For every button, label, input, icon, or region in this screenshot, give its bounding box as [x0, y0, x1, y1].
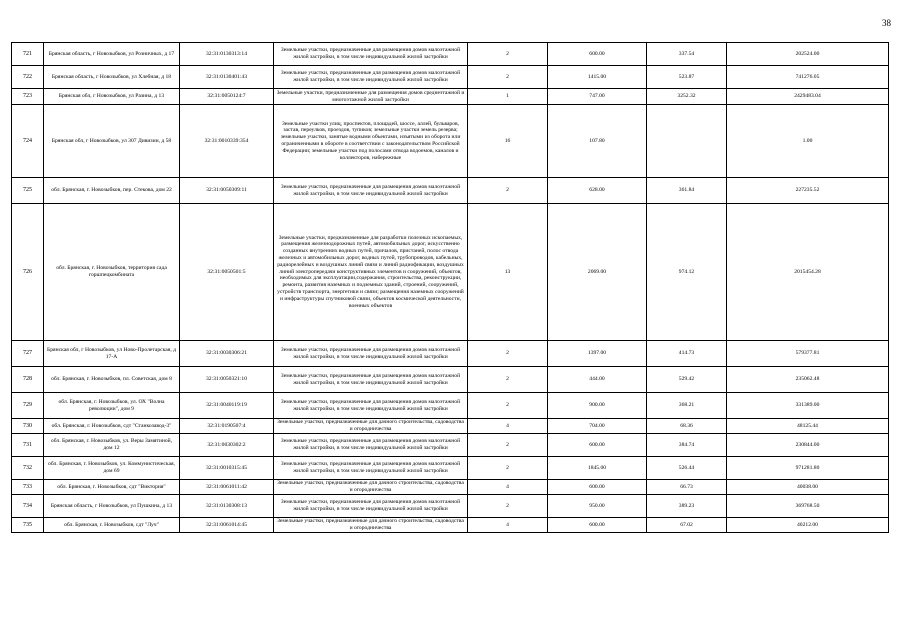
owners-count-cell: 2 — [468, 66, 548, 89]
cadastral-number-cell: 32:31:0130313:14 — [180, 43, 274, 66]
area-cell: 1397.00 — [548, 341, 647, 367]
table-row — [12, 43, 889, 66]
address-cell: Брянская область, г Новозыбков, ул Розничных, д 17 — [44, 43, 180, 66]
address-cell: обл. Брянская, г. Новозыбков, сдт "Виктория" — [44, 480, 180, 495]
row-number: 725 — [12, 178, 44, 204]
cadastral-number-cell: 32:31:0061014:45 — [180, 518, 274, 533]
row-number: 724 — [12, 105, 44, 178]
price-per-unit-cell: 68.36 — [647, 419, 727, 434]
cadastral-value-cell: 40212.00 — [727, 518, 889, 533]
area-cell: 600.00 — [548, 43, 647, 66]
price-per-unit-cell: 3252.32 — [647, 89, 727, 105]
cadastral-number-cell: 32:31:0050124:7 — [180, 89, 274, 105]
price-per-unit-cell: 368.21 — [647, 393, 727, 419]
area-cell: 107.80 — [548, 105, 647, 178]
cadastral-number-cell: 32:31:0040119:19 — [180, 393, 274, 419]
table-row — [12, 89, 889, 105]
cadastral-value-cell: 1.00 — [727, 105, 889, 178]
cadastral-number-cell: 32:31:0190507:4 — [180, 419, 274, 434]
row-number: 728 — [12, 367, 44, 393]
area-cell: 444.00 — [548, 367, 647, 393]
row-number: 735 — [12, 518, 44, 533]
table-row — [12, 480, 889, 495]
address-cell: обл. Брянская, г. Новозыбков, территория сада горшпецкомбината — [44, 204, 180, 341]
address-cell: обл. Брянская, г. Новозыбков, пер. Стекова, дом 22 — [44, 178, 180, 204]
address-cell: обл. Брянская, г. Новозыбков, сдт "Луч" — [44, 518, 180, 533]
area-cell: 900.00 — [548, 393, 647, 419]
address-cell: Брянская обл, г Новозыбков, ул Разина, д 13 — [44, 89, 180, 105]
owners-count-cell: 2 — [468, 393, 548, 419]
address-cell: Брянская обл, г Новозыбков, ул Ново-Пролетарская, д 17-А — [44, 341, 180, 367]
price-per-unit-cell: 974.12 — [647, 204, 727, 341]
table-row — [12, 204, 889, 341]
cadastral-number-cell: 32:31:0010339:354 — [180, 105, 274, 178]
area-cell: 628.00 — [548, 178, 647, 204]
land-use-cell: Земельные участки, предназначенные для размещения домов малоэтажной жилой застройки, в том числе индивидуальной жилой застройки — [274, 393, 468, 419]
row-number: 729 — [12, 393, 44, 419]
land-use-cell: Земельные участки, предназначенные для размещения домов малоэтажной жилой застройки, в том числе индивидуальной жилой застройки — [274, 43, 468, 66]
address-cell: обл. Брянская, г. Новозыбков, ул. ОХ "Волна революции", дом 9 — [44, 393, 180, 419]
owners-count-cell: 2 — [468, 434, 548, 457]
area-cell: 600.00 — [548, 434, 647, 457]
land-use-cell: Земельные участки, предназначенные для дачного строительства, садоводства и огородничества — [274, 419, 468, 434]
area-cell: 950.00 — [548, 495, 647, 518]
cadastral-value-cell: 227235.52 — [727, 178, 889, 204]
area-cell: 2069.00 — [548, 204, 647, 341]
price-per-unit-cell: 384.74 — [647, 434, 727, 457]
owners-count-cell: 1 — [468, 89, 548, 105]
table-row — [12, 419, 889, 434]
table-row — [12, 341, 889, 367]
land-use-cell: Земельные участки, предназначенные для размещения домов малоэтажной жилой застройки, в том числе индивидуальной жилой застройки — [274, 178, 468, 204]
address-cell: Брянская обл, г Новозыбков, ул 307 Дивизии, д 58 — [44, 105, 180, 178]
table-row — [12, 518, 889, 533]
owners-count-cell: 2 — [468, 43, 548, 66]
address-cell: обл. Брянская, г. Новозыбков, ул. Коммунистическая, дом 69 — [44, 457, 180, 480]
table-row — [12, 457, 889, 480]
cadastral-value-cell: 331389.00 — [727, 393, 889, 419]
address-cell: Брянская область, г Новозыбков, ул Пушкина, д 13 — [44, 495, 180, 518]
cadastral-value-cell: 40038.00 — [727, 480, 889, 495]
address-cell: обл. Брянская, г. Новозыбков, сдт "Станкозавод-3" — [44, 419, 180, 434]
row-number: 722 — [12, 66, 44, 89]
owners-count-cell: 2 — [468, 367, 548, 393]
area-cell: 704.00 — [548, 419, 647, 434]
cadastral-value-cell: 369768.50 — [727, 495, 889, 518]
row-number: 731 — [12, 434, 44, 457]
page-number: 38 — [882, 18, 891, 28]
cadastral-value-cell: 971281.80 — [727, 457, 889, 480]
row-number: 723 — [12, 89, 44, 105]
land-use-cell: Земельные участки, предназначенные для размещения домов малоэтажной жилой застройки, в том числе индивидуальной жилой застройки — [274, 341, 468, 367]
table-row — [12, 367, 889, 393]
cadastral-number-cell: 32:31:0030306:21 — [180, 341, 274, 367]
row-number: 721 — [12, 43, 44, 66]
cadastral-number-cell: 32:31:0130308:13 — [180, 495, 274, 518]
price-per-unit-cell: 361.84 — [647, 178, 727, 204]
area-cell: 1845.00 — [548, 457, 647, 480]
land-use-cell: Земельные участки, предназначенные для разработки полезных ископаемых, размещения железнодорожных путей, автомобильных дорог, искусственно созданных внутренних водных путей, причалов, пристаней, полос отвода железных и автомобильных дорог, водных путей, трубопроводов, кабельных, радиорелейных и воздушных линий связи и линий радиофикации, воздушных линий электропередачи конструктивных элементов и сооружений, объектов, необходимых для эксплуатации,содержания, строительства, реконструкции, ремонта, развития наземных и подземных зданий, строений, сооружений, устройств транспорта, энергетики и связи; размещения наземных сооружений и инфраструктуры спутниковой связи, объектов космической деятельности, военных объектов — [274, 204, 468, 341]
land-use-cell: Земельные участки, предназначенные для размещения домов малоэтажной жилой застройки, в том числе индивидуальной жилой застройки — [274, 457, 468, 480]
price-per-unit-cell: 389.23 — [647, 495, 727, 518]
cadastral-number-cell: 32:31:0130401:43 — [180, 66, 274, 89]
price-per-unit-cell: 67.02 — [647, 518, 727, 533]
price-per-unit-cell — [647, 105, 727, 178]
price-per-unit-cell: 66.73 — [647, 480, 727, 495]
address-cell: обл. Брянская, г. Новозыбков, пл. Советская, дом 8 — [44, 367, 180, 393]
table-row — [12, 66, 889, 89]
land-use-cell: Земельные участки улиц, проспектов, площадей, шоссе, аллей, бульваров, застав, переулков, проездов, тупиков; земельные участки земель резерва; земельные участки, занятые водными объектами, изъятыми из оборота или ограниченными в обороте в соответствии с законодательством Российской Федерации; земельные участки под полосами отвода водоемов, каналов и коллекторов, набережные — [274, 105, 468, 178]
row-number: 727 — [12, 341, 44, 367]
row-number: 734 — [12, 495, 44, 518]
land-use-cell: Земельные участки, предназначенные для дачного строительства, садоводства и огородничества — [274, 518, 468, 533]
price-per-unit-cell: 523.87 — [647, 66, 727, 89]
land-use-cell: Земельные участки, предназначенные для размещения домов малоэтажной жилой застройки, в том числе индивидуальной жилой застройки — [274, 367, 468, 393]
cadastral-number-cell: 32:31:0010315:45 — [180, 457, 274, 480]
row-number: 732 — [12, 457, 44, 480]
cadastral-value-cell: 2015454.28 — [727, 204, 889, 341]
owners-count-cell: 4 — [468, 518, 548, 533]
land-use-cell: Земельные участки, предназначенные для размещения домов малоэтажной жилой застройки, в том числе индивидуальной жилой застройки — [274, 434, 468, 457]
row-number: 726 — [12, 204, 44, 341]
cadastral-value-cell: 48125.44 — [727, 419, 889, 434]
owners-count-cell: 4 — [468, 480, 548, 495]
cadastral-value-cell: 2429483.04 — [727, 89, 889, 105]
price-per-unit-cell: 529.42 — [647, 367, 727, 393]
table-row — [12, 105, 889, 178]
cadastral-value-cell: 235062.48 — [727, 367, 889, 393]
price-per-unit-cell: 414.73 — [647, 341, 727, 367]
cadastral-number-cell: 32:31:0061011:42 — [180, 480, 274, 495]
owners-count-cell: 2 — [468, 495, 548, 518]
cadastral-number-cell: 32:31:0030302:2 — [180, 434, 274, 457]
area-cell: 747.00 — [548, 89, 647, 105]
address-cell: Брянская область, г Новозыбков, ул Хлебная, д 18 — [44, 66, 180, 89]
cadastral-value-cell: 579377.81 — [727, 341, 889, 367]
price-per-unit-cell: 337.54 — [647, 43, 727, 66]
land-use-cell: Земельные участки, предназначенные для размещения домов малоэтажной жилой застройки, в том числе индивидуальной жилой застройки — [274, 495, 468, 518]
table-row — [12, 178, 889, 204]
table-row — [12, 434, 889, 457]
cadastral-value-cell: 741276.05 — [727, 66, 889, 89]
address-cell: обл. Брянская, г. Новозыбков, ул. Веры Замятиной, дом 12 — [44, 434, 180, 457]
table-row — [12, 393, 889, 419]
cadastral-number-cell: 32:31:0050309:11 — [180, 178, 274, 204]
owners-count-cell: 13 — [468, 204, 548, 341]
row-number: 733 — [12, 480, 44, 495]
row-number: 730 — [12, 419, 44, 434]
land-use-cell: Земельные участки, предназначенные для размещения домов малоэтажной жилой застройки, в том числе индивидуальной жилой застройки — [274, 66, 468, 89]
cadastral-number-cell: 32:31:0050501:5 — [180, 204, 274, 341]
owners-count-cell: 2 — [468, 341, 548, 367]
land-plot-registry-table — [11, 42, 889, 533]
area-cell: 600.00 — [548, 518, 647, 533]
land-use-cell: Земельные участки, предназначенные для дачного строительства, садоводства и огородничества — [274, 480, 468, 495]
owners-count-cell: 2 — [468, 457, 548, 480]
cadastral-value-cell: 230844.00 — [727, 434, 889, 457]
owners-count-cell: 16 — [468, 105, 548, 178]
area-cell: 600.00 — [548, 480, 647, 495]
table-row — [12, 495, 889, 518]
owners-count-cell: 4 — [468, 419, 548, 434]
land-use-cell: Земельные участки, предназначенные для размещения домов среднеэтажной и многоэтажной жилой застройки — [274, 89, 468, 105]
cadastral-number-cell: 32:31:0050321:10 — [180, 367, 274, 393]
price-per-unit-cell: 526.44 — [647, 457, 727, 480]
owners-count-cell: 2 — [468, 178, 548, 204]
cadastral-value-cell: 202524.00 — [727, 43, 889, 66]
area-cell: 1415.00 — [548, 66, 647, 89]
